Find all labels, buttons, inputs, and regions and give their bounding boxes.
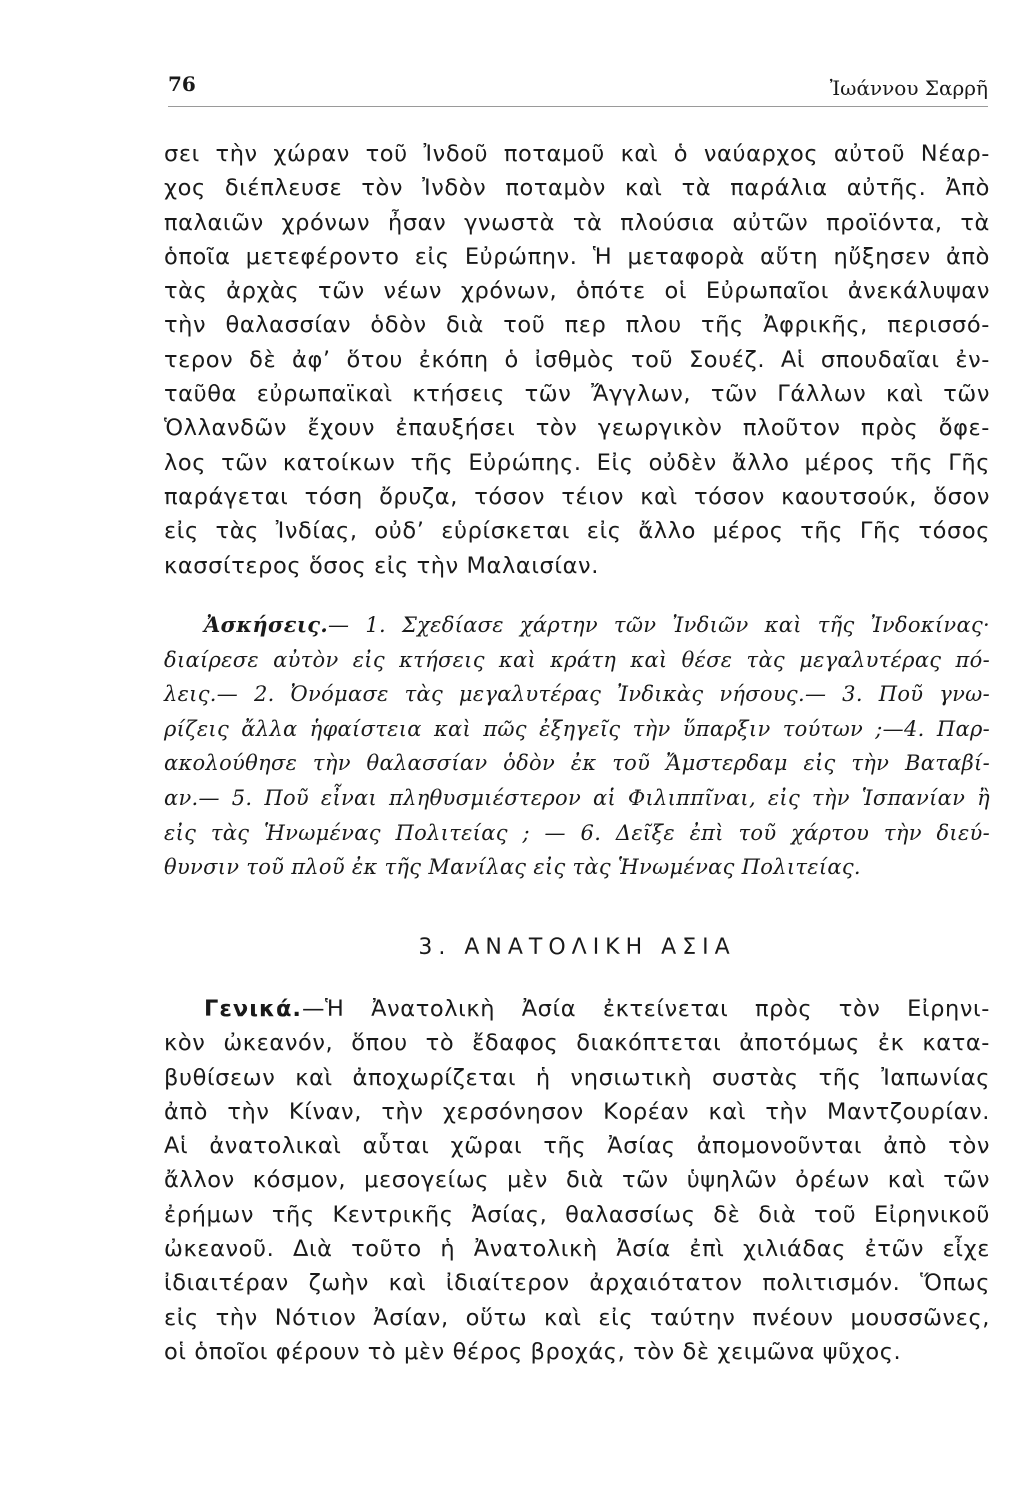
text-line: σει τὴν χώραν τοῦ Ἰνδοῦ ποταμοῦ καὶ ὁ ναύαρχος αὐτοῦ Νέαρ- xyxy=(164,141,990,167)
text-line: Αἱ ἀνατολικαὶ αὗται χῶραι τῆς Ἀσίας ἀπομονοῦνται ἀπὸ τὸν xyxy=(164,1133,990,1160)
text-line: Ὁλλανδῶν ἔχουν ἐπαυξήσει τὸν γεωργικὸν πλοῦτον πρὸς ὄφε- xyxy=(164,415,990,442)
section-heading: 3. ΑΝΑΤΟΛΙΚΗ ΑΣΙΑ xyxy=(418,935,736,960)
text-line: ἰδιαιτέραν ζωὴν καὶ ἰδιαίτερον ἀρχαιότατον πολιτισμόν. Ὅπως xyxy=(164,1270,990,1297)
text-line: — 1. Σχεδίασε χάρτην τῶν Ἰνδιῶν καὶ τῆς Ἰνδοκίνας· xyxy=(328,613,990,637)
text-line: χος διέπλευσε τὸν Ἰνδὸν ποταμὸν καὶ τὰ παράλια αὐτῆς. Ἀπὸ xyxy=(164,175,990,202)
text-line: αν.— 5. Ποῦ εἶναι πληθυσμιέστερον αἱ Φιλιππῖναι, εἰς τὴν Ἱσπανίαν ἢ xyxy=(164,785,990,810)
text-line: λος τῶν κατοίκων τῆς Εὐρώπης. Εἰς οὐδὲν ἄλλο μέρος τῆς Γῆς xyxy=(164,449,990,476)
text-line: παράγεται τόση ὄρυζα, τόσον τέιον καὶ τόσον καουτσούκ, ὅσον xyxy=(164,483,990,510)
text-line: ὁποῖα μετεφέροντο εἰς Εὐρώπην. Ἡ μεταφορὰ αὕτη ηὔξησεν ἀπὸ xyxy=(164,243,990,270)
text-line: —Ἡ Ἀνατολικὴ Ἀσία ἐκτείνεται πρὸς τὸν Εἰρηνι- xyxy=(301,996,990,1022)
run-in-heading: Γενικά. xyxy=(204,996,302,1022)
text-line: ρίζεις ἄλλα ἡφαίστεια καὶ πῶς ἐξηγεῖς τὴν ὕπαρξιν τούτων ;—4. Παρ- xyxy=(164,716,990,741)
text-line: οἱ ὁποῖοι φέρουν τὸ μὲν θέρος βροχάς, τὸν δὲ χειμῶνα ψῦχος. xyxy=(164,1338,902,1365)
page-number: 76 xyxy=(168,72,196,96)
text-line: θυνσιν τοῦ πλοῦ ἐκ τῆς Μανίλας εἰς τὰς Ἡνωμένας Πολιτείας. xyxy=(164,855,861,880)
exercises-heading: Ἀσκήσεις. xyxy=(204,612,328,637)
paragraph-first-line xyxy=(164,992,990,1026)
text-line: εἰς τὰς Ἰνδίας, οὐδ’ εὑρίσκεται εἰς ἄλλο μέρος τῆς Γῆς τόσος xyxy=(164,518,990,545)
running-head: Ἰωάννου Σαρρῆ xyxy=(829,76,988,100)
text-line: τὴν θαλασσίαν ὁδὸν διὰ τοῦ περ πλου τῆς Ἀφρικῆς, περισσό- xyxy=(164,312,990,339)
page-header xyxy=(168,66,988,107)
text-line: ὠκεανοῦ. Διὰ τοῦτο ἡ Ἀνατολικὴ Ἀσία ἐπὶ χιλιάδας ἐτῶν εἶχε xyxy=(164,1236,990,1263)
text-line: τὰς ἀρχὰς τῶν νέων χρόνων, ὁπότε οἱ Εὐρωπαῖοι ἀνεκάλυψαν xyxy=(164,278,990,305)
text-line: κασσίτερος ὅσος εἰς τὴν Μαλαισίαν. xyxy=(164,552,599,579)
text-line: παλαιῶν χρόνων ἦσαν γνωστὰ τὰ πλούσια αὐτῶν προϊόντα, τὰ xyxy=(164,209,990,236)
text-line: ἄλλον κόσμον, μεσογείως μὲν διὰ τῶν ὑψηλῶν ὀρέων καὶ τῶν xyxy=(164,1167,990,1194)
paragraph-east-asia-general xyxy=(164,992,990,1369)
text-line: εἰς τὴν Νότιον Ἀσίαν, οὕτω καὶ εἰς ταύτην πνέουν μουσσῶνες, xyxy=(164,1304,990,1331)
text-line: ακολούθησε τὴν θαλασσίαν ὁδὸν ἐκ τοῦ Ἄμστερδαμ εἰς τὴν Βαταβί- xyxy=(164,751,990,776)
exercises-block xyxy=(164,608,990,885)
text-line: λεις.— 2. Ὀνόμασε τὰς μεγαλυτέρας Ἰνδικὰς νήσους.— 3. Ποῦ γνω- xyxy=(164,682,990,707)
text-line: ταῦθα εὐρωπαϊκαὶ κτήσεις τῶν Ἄγγλων, τῶν Γάλλων καὶ τῶν xyxy=(164,381,990,408)
text-line: διαίρεσε αὐτὸν εἰς κτήσεις καὶ κράτη καὶ θέσε τὰς μεγαλυτέρας πό- xyxy=(164,647,990,672)
text-line: βυθίσεων καὶ ἀποχωρίζεται ἡ νησιωτικὴ συστὰς τῆς Ἰαπωνίας xyxy=(164,1064,990,1091)
text-line: ἐρήμων τῆς Κεντρικῆς Ἀσίας, θαλασσίως δὲ διὰ τοῦ Εἰρηνικοῦ xyxy=(164,1201,990,1228)
text-line: τερον δὲ ἀφ’ ὅτου ἐκόπη ὁ ἰσθμὸς τοῦ Σουέζ. Αἱ σπουδαῖαι ἐν- xyxy=(164,346,990,373)
text-line: ἀπὸ τὴν Κίναν, τὴν χερσόνησον Κορέαν καὶ τὴν Μαντζουρίαν. xyxy=(164,1098,990,1125)
text-line: κὸν ὠκεανόν, ὅπου τὸ ἔδαφος διακόπτεται ἀποτόμως ἐκ κατα- xyxy=(164,1030,990,1057)
exercises-first-line xyxy=(164,608,990,643)
paragraph-india-trade xyxy=(164,137,990,583)
text-line: εἰς τὰς Ἡνωμένας Πολιτείας ; — 6. Δεῖξε ἐπὶ τοῦ χάρτου τὴν διεύ- xyxy=(164,820,990,845)
